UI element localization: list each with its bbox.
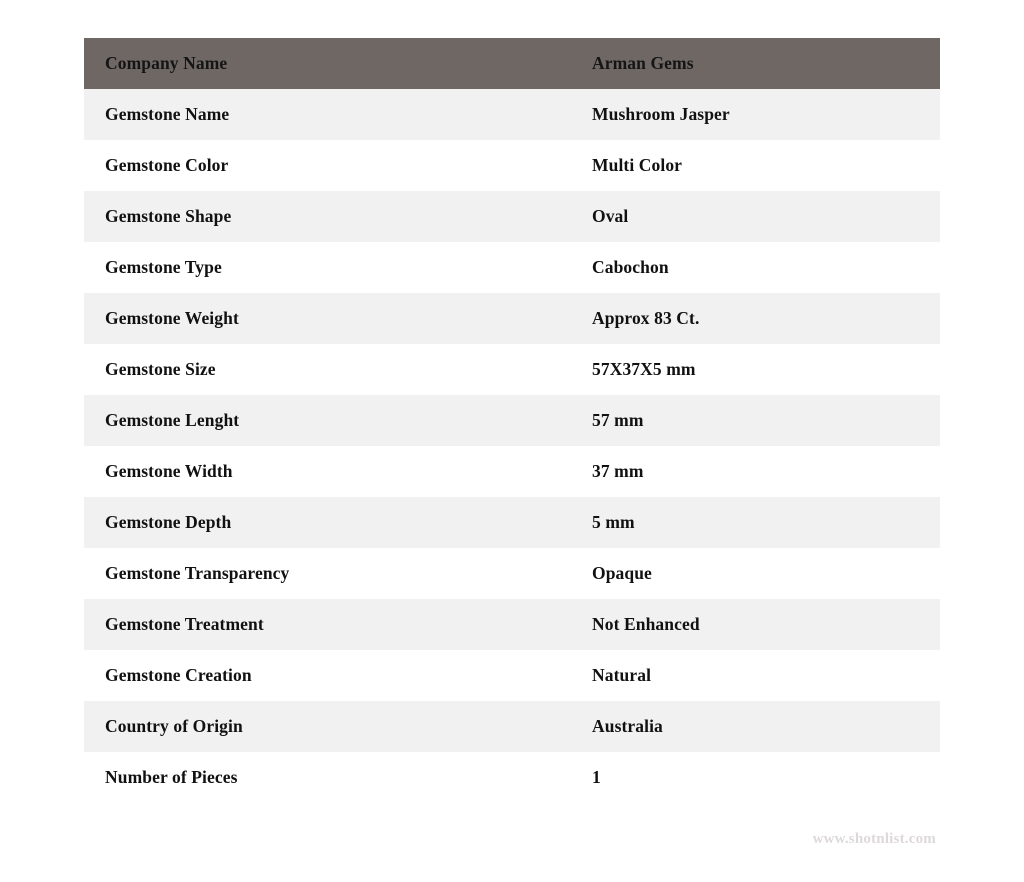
table-row [84,599,940,650]
row-label: Gemstone Weight [105,308,239,328]
gemstone-spec-table [84,38,940,803]
row-label: Gemstone Depth [105,512,232,532]
table-cell-label [84,548,571,599]
table-cell-value [571,650,940,701]
table-cell-label [84,395,571,446]
row-value: Not Enhanced [592,614,700,634]
row-label: Gemstone Lenght [105,410,240,430]
table-row [84,38,940,89]
table-cell-value [571,446,940,497]
table-cell-value [571,293,940,344]
table-cell-value [571,191,940,242]
row-value: Arman Gems [592,53,694,73]
table-cell-label [84,497,571,548]
row-value: Australia [592,716,663,736]
table-cell-value [571,701,940,752]
row-value: Natural [592,665,652,685]
table-cell-value [571,344,940,395]
table-row [84,140,940,191]
row-label: Gemstone Name [105,104,230,124]
table-row [84,242,940,293]
watermark: www.shotnlist.com [812,831,936,847]
table-cell-value [571,140,940,191]
row-label: Gemstone Creation [105,665,252,685]
row-value: Oval [592,206,629,226]
spec-table-body [84,38,940,803]
row-label: Gemstone Shape [105,206,232,226]
row-value: Cabochon [592,257,669,277]
table-row [84,548,940,599]
row-label: Country of Origin [105,716,243,736]
row-value: 57 mm [592,410,644,430]
table-row [84,89,940,140]
table-cell-label [84,446,571,497]
table-row [84,293,940,344]
table-row [84,752,940,803]
row-value: 1 [592,767,601,787]
row-value: Mushroom Jasper [592,104,730,124]
table-cell-label [84,38,571,89]
table-cell-label [84,599,571,650]
table-row [84,395,940,446]
table-row [84,191,940,242]
row-label: Gemstone Transparency [105,563,290,583]
table-cell-value [571,89,940,140]
row-label: Gemstone Width [105,461,233,481]
table-cell-value [571,38,940,89]
row-value: 57X37X5 mm [592,359,696,379]
table-cell-value [571,497,940,548]
table-cell-label [84,752,571,803]
table-cell-value [571,599,940,650]
row-label: Gemstone Treatment [105,614,264,634]
row-value: Multi Color [592,155,683,175]
row-value: 5 mm [592,512,635,532]
row-value: 37 mm [592,461,644,481]
row-label: Number of Pieces [105,767,238,787]
table-cell-value [571,752,940,803]
row-value: Opaque [592,563,652,583]
table-cell-value [571,242,940,293]
table-cell-label [84,89,571,140]
table-row [84,344,940,395]
row-label: Gemstone Size [105,359,216,379]
row-label: Company Name [105,53,228,73]
row-label: Gemstone Type [105,257,222,277]
row-label: Gemstone Color [105,155,229,175]
table-cell-label [84,242,571,293]
row-value: Approx 83 Ct. [592,308,700,328]
table-row [84,446,940,497]
table-row [84,701,940,752]
table-cell-label [84,140,571,191]
table-cell-label [84,701,571,752]
table-row [84,497,940,548]
table-cell-label [84,650,571,701]
table-cell-value [571,548,940,599]
table-cell-label [84,191,571,242]
table-cell-label [84,293,571,344]
table-row [84,650,940,701]
table-cell-value [571,395,940,446]
table-cell-label [84,344,571,395]
